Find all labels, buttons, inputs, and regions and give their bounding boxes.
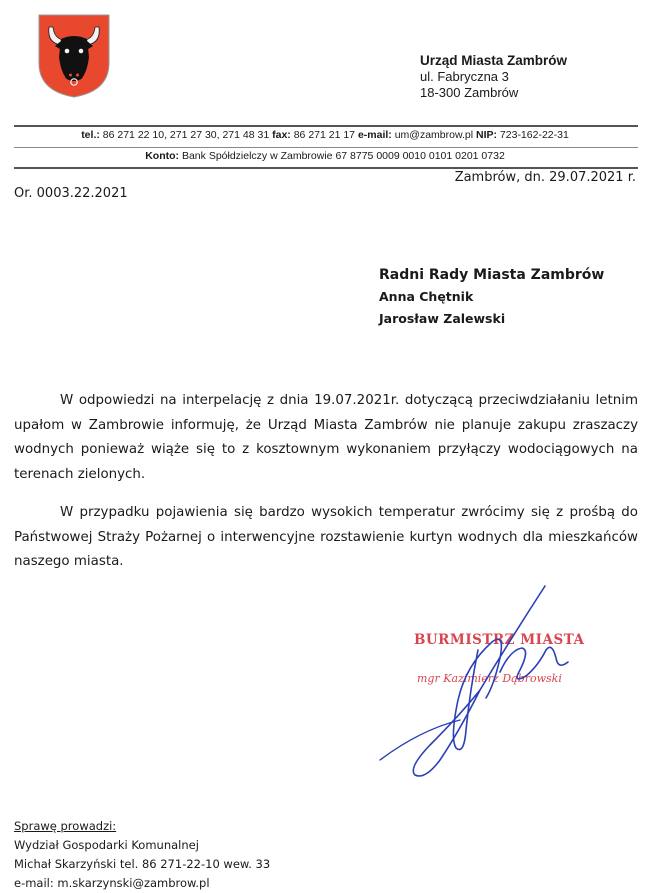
recipient-title: Radni Rady Miasta Zambrów bbox=[379, 267, 605, 283]
header-rule-top bbox=[14, 125, 638, 127]
office-street: ul. Fabryczna 3 bbox=[420, 69, 509, 84]
letter-body bbox=[14, 389, 638, 589]
case-handler-info bbox=[14, 817, 270, 893]
recipient-block bbox=[379, 264, 604, 330]
nip-value: 723-162-22-31 bbox=[499, 129, 569, 141]
email-label: e-mail: bbox=[357, 129, 392, 141]
body-paragraph: W przypadku pojawienia się bardzo wysokich temperatur zwrócimy się z prośbą do Państwowej Straży Pożarnej o interwencyjne rozstawienie kurtyn wodnych dla mieszkańców naszego miasta. bbox=[14, 505, 638, 569]
konto-label: Konto: bbox=[145, 150, 180, 162]
contact-line bbox=[0, 128, 650, 142]
office-postcode: 18-300 Zambrów bbox=[420, 85, 519, 100]
nip-label: NIP: bbox=[476, 129, 497, 141]
handler-department: Wydział Gospodarki Komunalnej bbox=[14, 838, 199, 852]
handler-label: Sprawę prowadzi: bbox=[14, 819, 117, 833]
fax-value: 86 271 21 17 bbox=[293, 129, 356, 141]
reference-number: Or. 0003.22.2021 bbox=[14, 186, 128, 201]
office-name: Urząd Miasta Zambrów bbox=[420, 53, 568, 68]
recipient-name: Jarosław Zalewski bbox=[379, 311, 506, 326]
letter-date: Zambrów, dn. 29.07.2021 r. bbox=[454, 170, 636, 185]
handler-name-phone: Michał Skarzyński tel. 86 271-22-10 wew. 33 bbox=[14, 857, 271, 871]
email-value: um@zambrow.pl bbox=[394, 129, 474, 141]
tel-label: tel.: bbox=[81, 129, 100, 141]
fax-label: fax: bbox=[272, 129, 291, 141]
coat-of-arms-logo bbox=[37, 13, 111, 99]
header-rule-middle bbox=[14, 147, 638, 148]
stamp-name: mgr Kazimierz Dąbrowski bbox=[417, 672, 562, 685]
header-rule-bottom bbox=[14, 167, 638, 169]
konto-value: Bank Spółdzielczy w Zambrowie 67 8775 0009 0010 0101 0201 0732 bbox=[181, 150, 505, 162]
handler-email: e-mail: m.skarzynski@zambrow.pl bbox=[14, 876, 210, 890]
body-paragraph: W odpowiedzi na interpelację z dnia 19.07.2021r. dotyczącą przeciwdziałaniu letnim upałom w Zambrowie informuję, że Urząd Miasta Zambrów nie planuje zakupu zraszaczy wodnych ponieważ wiąże się to z kosztownym wykonaniem przyłączy wodociągowych na terenach zielonych. bbox=[14, 393, 638, 482]
stamp-title: BURMISTRZ MIASTA bbox=[414, 632, 585, 648]
office-address bbox=[420, 53, 567, 101]
recipient-name: Anna Chętnik bbox=[379, 289, 474, 304]
handwritten-signature bbox=[360, 580, 590, 790]
tel-value: 86 271 22 10, 271 27 30, 271 48 31 bbox=[102, 129, 270, 141]
bank-account-line bbox=[0, 149, 650, 163]
